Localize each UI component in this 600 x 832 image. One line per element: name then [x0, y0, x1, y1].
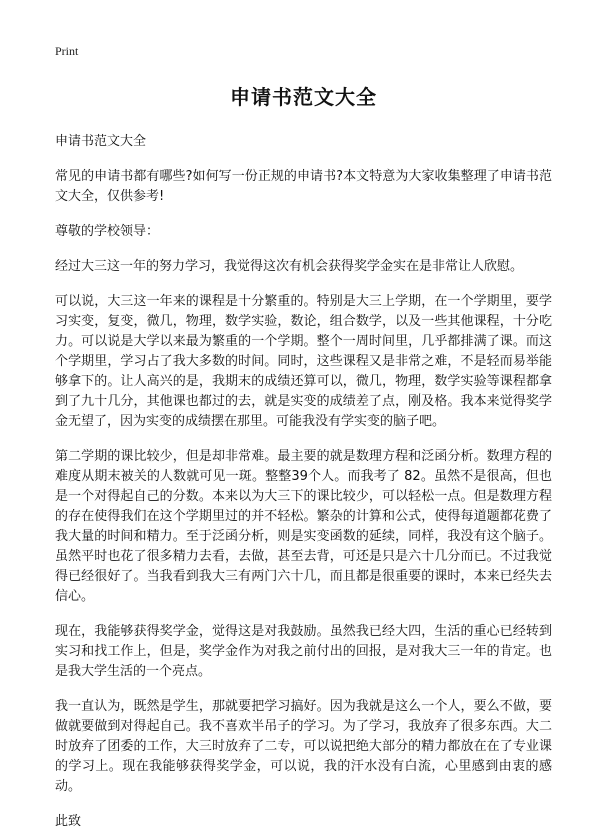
paragraph-body-3: 第二学期的课比较少，但是却非常难。最主要的就是数理方程和泛函分析。数理方程的难度从期末被关的人数就可见一斑。整整39个人。而我考了 82。虽然不是很高，但也是一个对得起自己的分数。本来以为大三下的课比较少，可以轻松一点。但是数理方程的存在使得我们在这个学期里过的并不轻松。繁杂的计算和公式，使得每道题都花费了我大量的时间和精力。至于泛函分析，则是实变函数的延续，同样，我没有这个脑子。虽然平时也花了很多精力去看，去做，甚至去背，可还是只是六十几分而已。不过我觉得已经很好了。当我看到我大三有两门六十几，而且都是很重要的课时，本来已经失去信心。: [55, 449, 552, 604]
paragraph-body-5: 我一直认为，既然是学生，那就要把学习搞好。因为我就是这么一个人，要么不做，要做就要做到对得起自己。我不喜欢半吊子的学习。为了学习，我放弃了很多东西。大二时放弃了团委的工作，大三时放弃了二专，可以说把绝大部分的精力都放在在了专业课的学习上。现在我能够获得奖学金，可以说，我的汗水没有白流，心里感到由衷的感动。: [55, 699, 552, 794]
document-title: 申请书范文大全: [230, 85, 377, 109]
paragraph-subtitle: 申请书范文大全: [55, 134, 147, 149]
print-link[interactable]: Print: [55, 44, 79, 58]
paragraph-intro: 常见的申请书都有哪些?如何写一份正规的申请书?本文特意为大家收集整理了申请书范文大全，仅供参考!: [55, 169, 552, 204]
paragraph-body-1: 经过大三这一年的努力学习，我觉得这次有机会获得奖学金实在是非常让人欣慰。: [55, 259, 524, 274]
document-body: [55, 132, 552, 832]
paragraph-body-4: 现在，我能够获得奖学金，觉得这是对我鼓励。虽然我已经大四，生活的重心已经转到实习和找工作上，但是，奖学金作为对我之前付出的回报，是对我大三一年的肯定。也是我大学生活的一个亮点。: [55, 624, 552, 679]
paragraph-salutation: 尊敬的学校领导：: [55, 224, 160, 239]
paragraph-closing: 此致: [55, 814, 82, 829]
paragraph-body-2: 可以说，大三这一年来的课程是十分繁重的。特别是大三上学期，在一个学期里，要学习实变，复变，微几，物理，数学实验，数论，组合数学，以及一些其他课程，十分吃力。可以说是大学以来最为繁重的一个学期。整个一周时间里，几乎都排满了课。而这个学期里，学习占了我大多数的时间。同时，这些课程又是非常之难，不是轻而易举能够拿下的。让人高兴的是，我期末的成绩还算可以，微几，物理，数学实验等课程都拿到了九十几分，其他课也都过的去，就是实变的成绩差了点，刚及格。我本来觉得奖学金无望了，因为实变的成绩摆在那里。可能我没有学实变的脑子吧。: [55, 294, 552, 429]
